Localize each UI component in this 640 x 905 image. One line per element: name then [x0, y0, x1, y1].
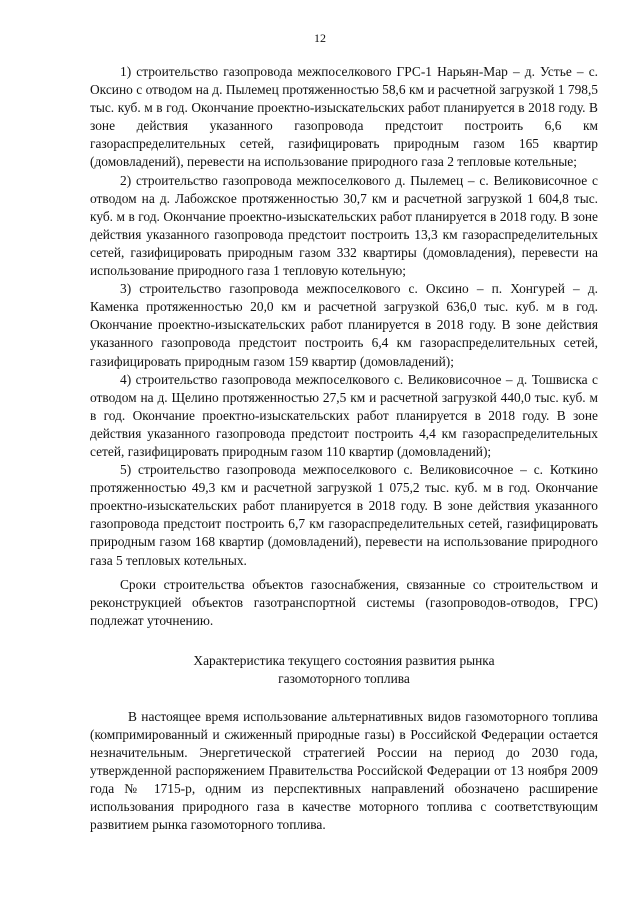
- list-item-4: 4) строительство газопровода межпоселкового с. Великовисочное – д. Тошвиска с отводом на д. Щелино протяженностью 27,5 км и расчетной загрузкой 440,0 тыс. куб. м в год. Окончание проектно-изыскательских работ планируется в 2018 году. В зоне действия указанного газопровода предстоит построить 4,4 км газораспределительных сетей, газифицировать природным газом 110 квартир (домовладений);: [90, 371, 598, 459]
- section-heading-line-2: газомоторного топлива: [278, 670, 410, 686]
- section-paragraph: В настоящее время использование альтернативных видов газомоторного топлива (компримированный и сжиженный природные газы) в Российской Федерации остается незначительным. Энергетической стратегией России на период до 2030 года, утвержденной распоряжением Правительства Российской Федерации от 13 ноября 2009 года № 1715-р, одним из перспективных направлений обозначено расширение использования природного газа в качестве моторного топлива с соответствующим развитием рынка газомоторного топлива.: [90, 708, 598, 833]
- deadline-note-paragraph: Сроки строительства объектов газоснабжения, связанные со строительством и реконструкцией объектов газотранспортной системы (газопроводов-отводов, ГРС) подлежат уточнению.: [90, 576, 598, 628]
- document-body: [90, 63, 598, 835]
- section-heading-line-1: Характеристика текущего состояния развития рынка: [193, 652, 495, 668]
- list-item-2: 2) строительство газопровода межпоселкового д. Пылемец – с. Великовисочное с отводом на д. Лабожское протяженностью 30,7 км и расчетной загрузкой 1 604,8 тыс. куб. м в год. Окончание проектно-изыскательских работ планируется в 2018 году. В зоне действия указанного газопровода предстоит построить 13,3 км газораспределительных сетей, газифицировать природным газом 332 квартиры (домовладения), перевести на использование природного газа 1 тепловую котельную;: [90, 172, 598, 279]
- page-number: 12: [314, 31, 326, 45]
- list-item-1: 1) строительство газопровода межпоселкового ГРС-1 Нарьян-Мар – д. Устье – с. Оксино с отводом на д. Пылемец протяженностью 58,6 км и расчетной загрузкой 1 798,5 тыс. куб. м в год. Окончание проектно-изыскательских работ планируется в 2018 году. В зоне действия указанного газопровода предстоит построить 6,6 км газораспределительных сетей, газифицировать природным газом 165 квартир (домовладений), перевести на использование природного газа 2 тепловые котельные;: [90, 64, 598, 170]
- list-item-5: 5) строительство газопровода межпоселкового с. Великовисочное – с. Коткино протяженностью 49,3 км и расчетной загрузкой 1 075,2 тыс. куб. м в год. Окончание проектно-изыскательских работ планируется в 2018 году. В зоне действия указанного газопровода предстоит построить 6,7 км газораспределительных сетей, газифицировать природным газом 168 квартир (домовладений), перевести на использование природного газа 5 тепловых котельных.: [90, 462, 598, 568]
- section-heading: [90, 652, 598, 688]
- list-item-3: 3) строительство газопровода межпоселкового с. Оксино – п. Хонгурей – д. Каменка протяженностью 20,0 км и расчетной загрузкой 636,0 тыс. куб. м в год. Окончание проектно-изыскательских работ планируется в 2018 году. В зоне действия указанного газопровода предстоит построить 6,4 км газораспределительных сетей, газифицировать природным газом 159 квартир (домовладений);: [90, 281, 598, 369]
